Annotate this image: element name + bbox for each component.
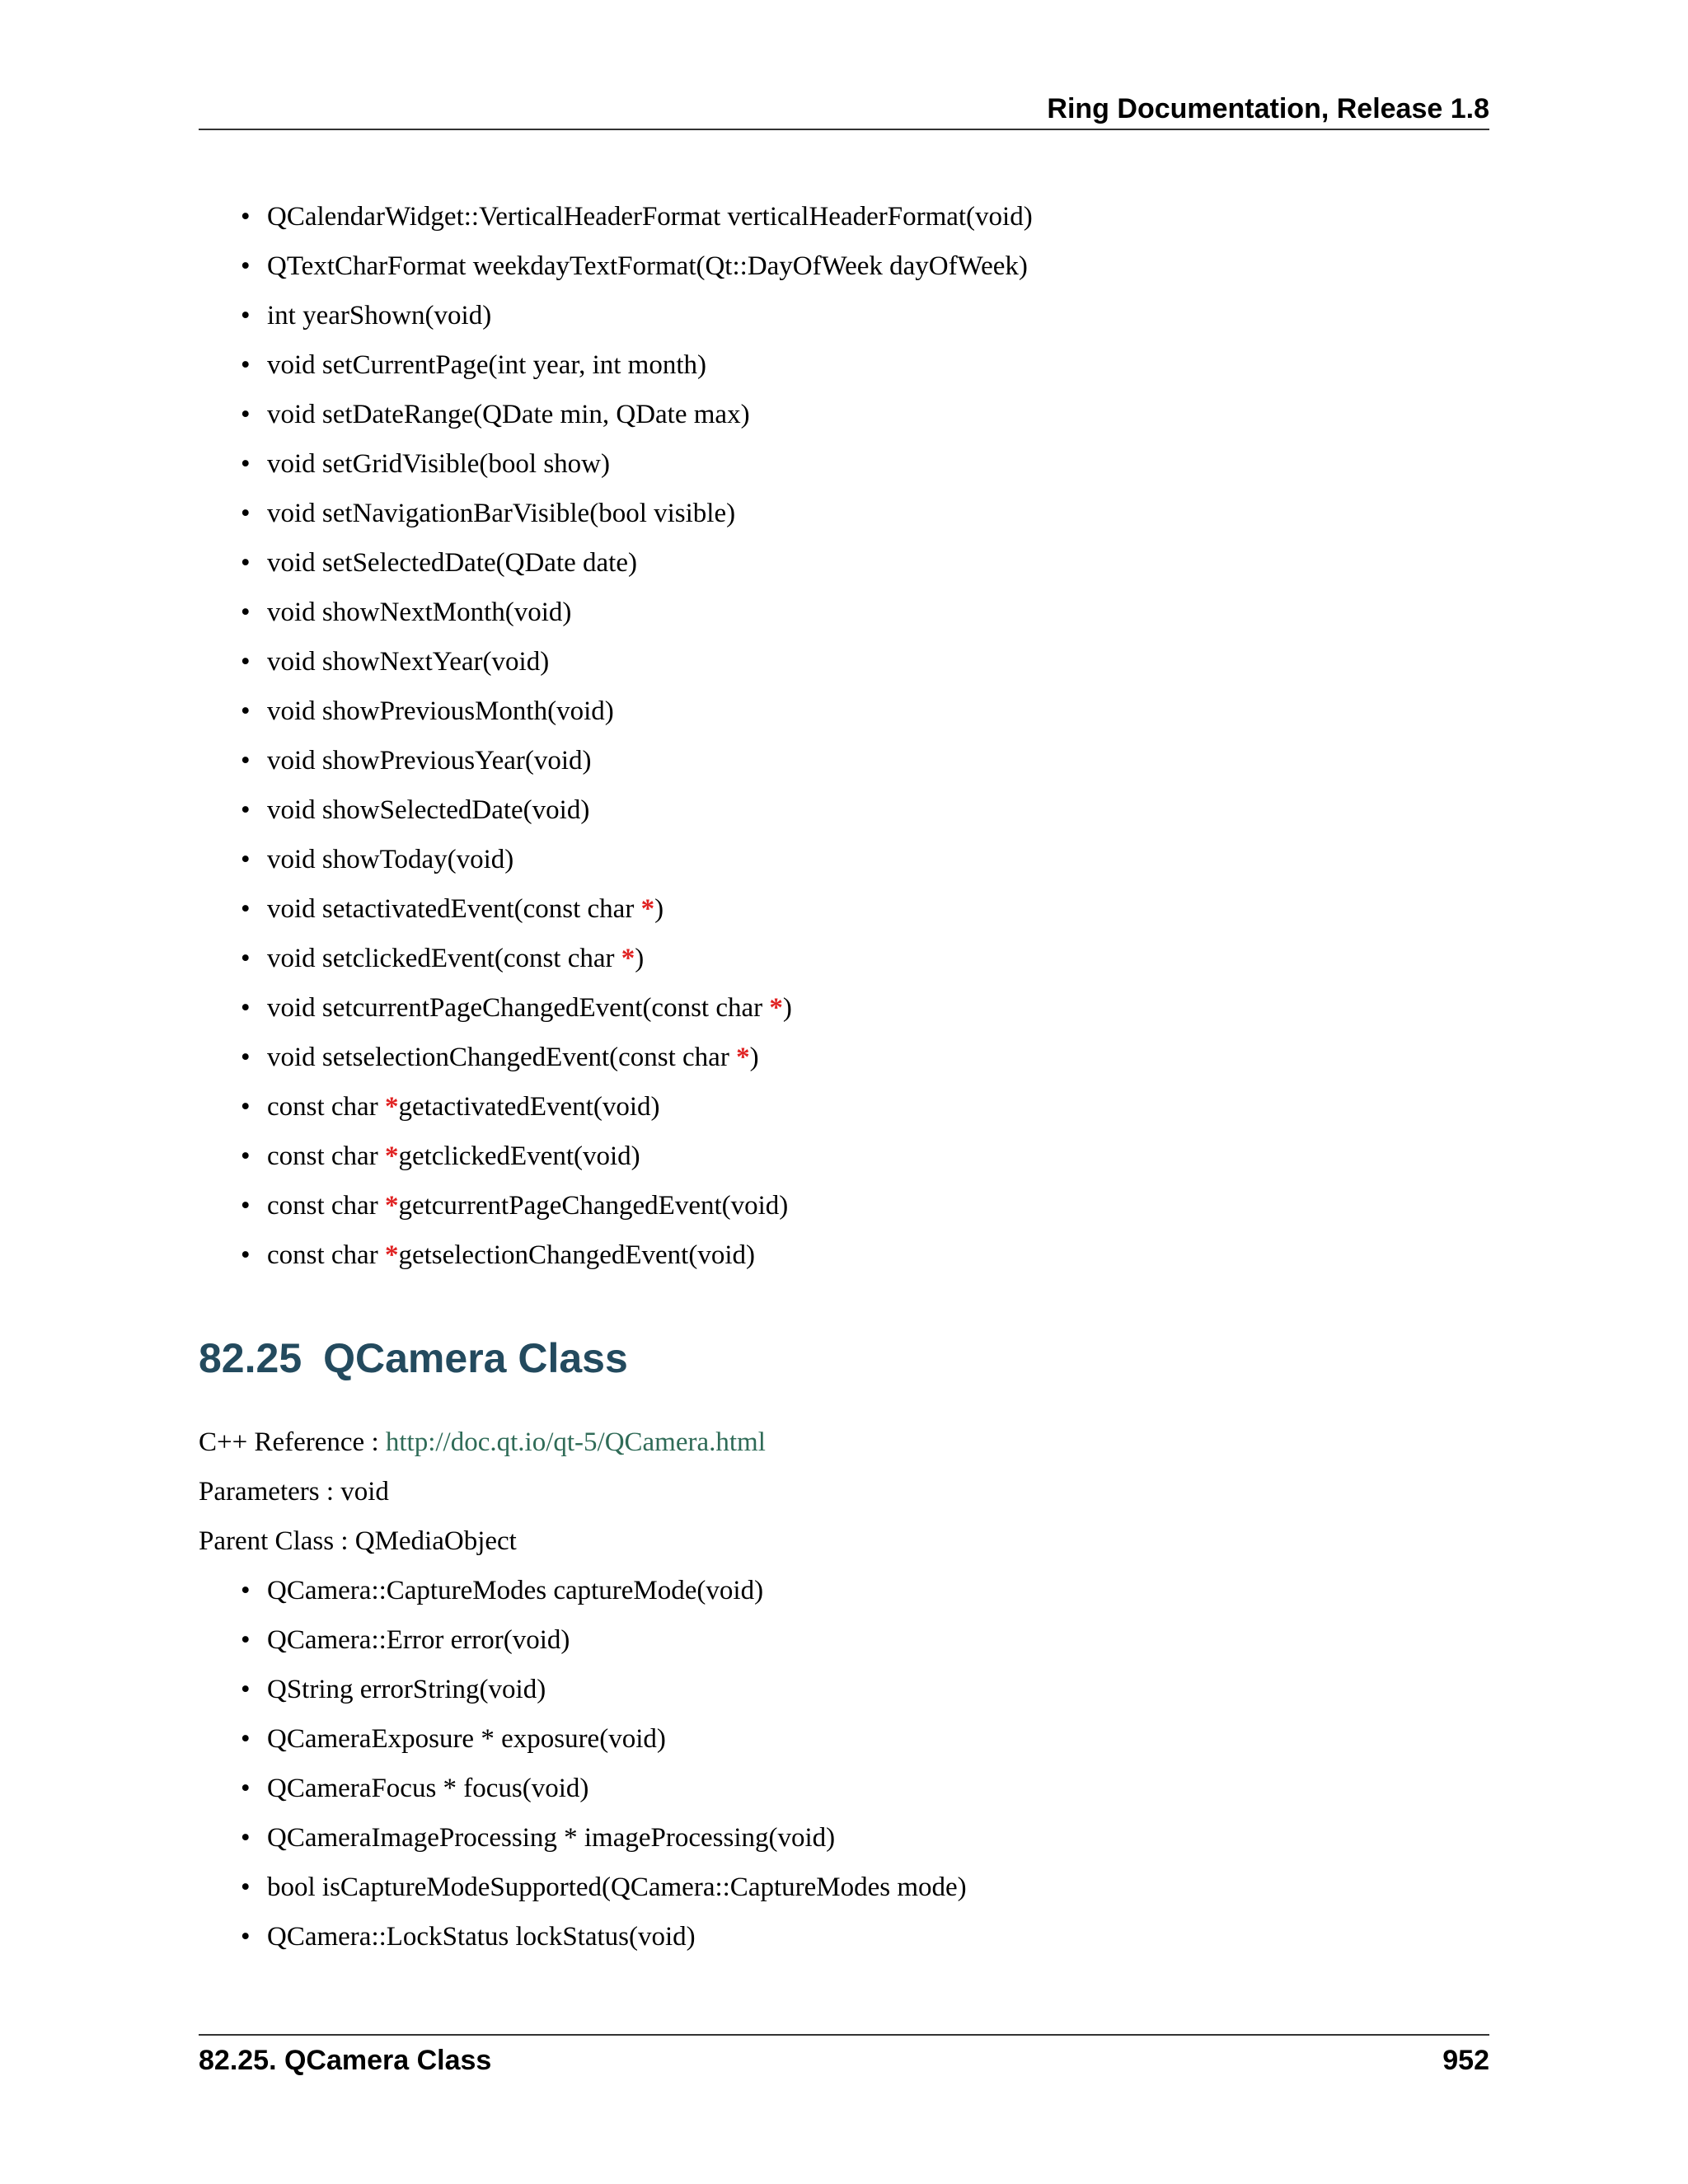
page-footer: [199, 2034, 1489, 2085]
signature-text: int yearShown(void): [267, 301, 492, 330]
bullet-icon: •: [241, 1576, 251, 1605]
list-item: [0, 1132, 1688, 1181]
pointer-star: *: [384, 1191, 399, 1221]
bullet-icon: •: [241, 1922, 251, 1952]
bullet-icon: •: [241, 696, 251, 726]
pointer-star: *: [384, 1092, 399, 1122]
bullet-icon: •: [241, 944, 251, 973]
method-list-calendar: [0, 192, 1688, 1280]
method-signature: [267, 390, 750, 439]
list-item: [0, 192, 1688, 241]
footer-page-number: 952: [1442, 2045, 1489, 2076]
list-item: [0, 1566, 1688, 1615]
signature-text: void setselectionChangedEvent(const char: [267, 1043, 737, 1072]
bullet-icon: •: [241, 301, 251, 330]
method-signature: [267, 489, 735, 538]
bullet-icon: •: [241, 1240, 251, 1270]
signature-text: const char: [267, 1191, 385, 1221]
method-signature: [267, 835, 513, 884]
bullet-icon: •: [241, 202, 251, 232]
signature-text: getcurrentPageChangedEvent(void): [398, 1191, 789, 1221]
bullet-icon: •: [241, 894, 251, 924]
parent-class-line: Parent Class : QMediaObject: [199, 1526, 517, 1556]
footer-section: 82.25. QCamera Class: [199, 2045, 492, 2076]
signature-text: void showNextMonth(void): [267, 598, 572, 627]
list-item: [0, 637, 1688, 687]
pointer-star: *: [621, 944, 635, 973]
signature-text: void setDateRange(QDate min, QDate max): [267, 400, 750, 429]
cpp-reference-line: [199, 1418, 766, 1467]
method-signature: [267, 1181, 788, 1230]
pointer-star: *: [384, 1141, 399, 1171]
method-signature: [267, 241, 1028, 291]
bullet-icon: •: [241, 1191, 251, 1221]
list-item: [0, 1764, 1688, 1813]
method-signature: [267, 934, 644, 983]
signature-text: const char: [267, 1240, 385, 1270]
list-item: [0, 1230, 1688, 1280]
signature-text: void setclickedEvent(const char: [267, 944, 621, 973]
list-item: [0, 1082, 1688, 1132]
method-signature: [267, 1033, 759, 1082]
list-item: [0, 934, 1688, 983]
header-title: Ring Documentation, Release 1.8: [1047, 93, 1489, 124]
signature-text: getclickedEvent(void): [398, 1141, 640, 1171]
bullet-icon: •: [241, 647, 251, 677]
section-title: QCamera Class: [323, 1335, 628, 1381]
bullet-icon: •: [241, 1625, 251, 1655]
signature-text: void showToday(void): [267, 845, 514, 874]
signature-text: QTextCharFormat weekdayTextFormat(Qt::DayOfWeek dayOfWeek): [267, 251, 1028, 281]
list-item: [0, 1813, 1688, 1863]
signature-text: ): [782, 993, 792, 1023]
method-signature: [267, 785, 589, 835]
signature-text: const char: [267, 1141, 385, 1171]
method-signature: [267, 1082, 659, 1132]
bullet-icon: •: [241, 746, 251, 776]
bullet-icon: •: [241, 598, 251, 627]
list-item: [0, 538, 1688, 588]
list-item: [0, 785, 1688, 835]
bullet-icon: •: [241, 993, 251, 1023]
list-item: [0, 439, 1688, 489]
method-list-camera: [0, 1566, 1688, 1961]
method-signature: QCameraFocus * focus(void): [267, 1774, 589, 1803]
list-item: [0, 1912, 1688, 1961]
cpp-reference-link[interactable]: http://doc.qt.io/qt-5/QCamera.html: [385, 1427, 766, 1457]
signature-text: getactivatedEvent(void): [398, 1092, 660, 1122]
page-header: [199, 92, 1489, 130]
pointer-star: *: [640, 894, 655, 924]
list-item: [0, 390, 1688, 439]
bullet-icon: •: [241, 350, 251, 380]
section-number: 82.25: [199, 1335, 302, 1381]
signature-text: ): [654, 894, 664, 924]
parameters-line: Parameters : void: [199, 1477, 389, 1507]
signature-text: QCalendarWidget::VerticalHeaderFormat verticalHeaderFormat(void): [267, 202, 1033, 232]
signature-text: void setGridVisible(bool show): [267, 449, 610, 479]
method-signature: [267, 340, 706, 390]
method-signature: [267, 736, 592, 785]
signature-text: void setCurrentPage(int year, int month): [267, 350, 706, 380]
signature-text: void setactivatedEvent(const char: [267, 894, 641, 924]
cpp-reference-label: C++ Reference :: [199, 1427, 386, 1457]
bullet-icon: •: [241, 1043, 251, 1072]
method-signature: [267, 884, 663, 934]
list-item: [0, 835, 1688, 884]
list-item: [0, 884, 1688, 934]
method-signature: [267, 291, 491, 340]
method-signature: [267, 1230, 755, 1280]
bullet-icon: •: [241, 845, 251, 874]
method-signature: QCameraExposure * exposure(void): [267, 1724, 666, 1754]
pointer-star: *: [736, 1043, 750, 1072]
list-item: [0, 736, 1688, 785]
signature-text: void showNextYear(void): [267, 647, 550, 677]
method-signature: [267, 192, 1033, 241]
list-item: [0, 983, 1688, 1033]
bullet-icon: •: [241, 1141, 251, 1171]
list-item: [0, 1033, 1688, 1082]
method-signature: [267, 637, 549, 687]
bullet-icon: •: [241, 1823, 251, 1853]
method-signature: QCamera::LockStatus lockStatus(void): [267, 1922, 696, 1952]
signature-text: const char: [267, 1092, 385, 1122]
bullet-icon: •: [241, 1724, 251, 1754]
signature-text: ): [749, 1043, 759, 1072]
method-signature: bool isCaptureModeSupported(QCamera::CaptureModes mode): [267, 1872, 967, 1902]
method-signature: [267, 588, 571, 637]
bullet-icon: •: [241, 449, 251, 479]
bullet-icon: •: [241, 1872, 251, 1902]
list-item: [0, 241, 1688, 291]
list-item: [0, 291, 1688, 340]
method-signature: [267, 538, 637, 588]
list-item: [0, 1665, 1688, 1714]
method-signature: [267, 1132, 640, 1181]
bullet-icon: •: [241, 1774, 251, 1803]
method-signature: [267, 983, 792, 1033]
bullet-icon: •: [241, 548, 251, 578]
signature-text: void setNavigationBarVisible(bool visible): [267, 499, 736, 528]
method-signature: QCamera::CaptureModes captureMode(void): [267, 1576, 764, 1605]
list-item: [0, 588, 1688, 637]
pointer-star: *: [384, 1240, 399, 1270]
bullet-icon: •: [241, 795, 251, 825]
method-signature: QString errorString(void): [267, 1675, 546, 1704]
signature-text: ): [635, 944, 645, 973]
list-item: [0, 489, 1688, 538]
list-item: [0, 340, 1688, 390]
bullet-icon: •: [241, 1675, 251, 1704]
signature-text: void showPreviousYear(void): [267, 746, 592, 776]
signature-text: void showPreviousMonth(void): [267, 696, 614, 726]
signature-text: void setcurrentPageChangedEvent(const char: [267, 993, 770, 1023]
list-item: [0, 687, 1688, 736]
method-signature: [267, 439, 610, 489]
bullet-icon: •: [241, 499, 251, 528]
method-signature: QCameraImageProcessing * imageProcessing(void): [267, 1823, 836, 1853]
list-item: [0, 1615, 1688, 1665]
method-signature: QCamera::Error error(void): [267, 1625, 570, 1655]
signature-text: getselectionChangedEvent(void): [398, 1240, 755, 1270]
bullet-icon: •: [241, 400, 251, 429]
list-item: [0, 1714, 1688, 1764]
signature-text: void showSelectedDate(void): [267, 795, 590, 825]
signature-text: void setSelectedDate(QDate date): [267, 548, 637, 578]
bullet-icon: •: [241, 251, 251, 281]
bullet-icon: •: [241, 1092, 251, 1122]
section-heading: [199, 1329, 628, 1387]
list-item: [0, 1181, 1688, 1230]
list-item: [0, 1863, 1688, 1912]
method-signature: [267, 687, 614, 736]
pointer-star: *: [769, 993, 783, 1023]
